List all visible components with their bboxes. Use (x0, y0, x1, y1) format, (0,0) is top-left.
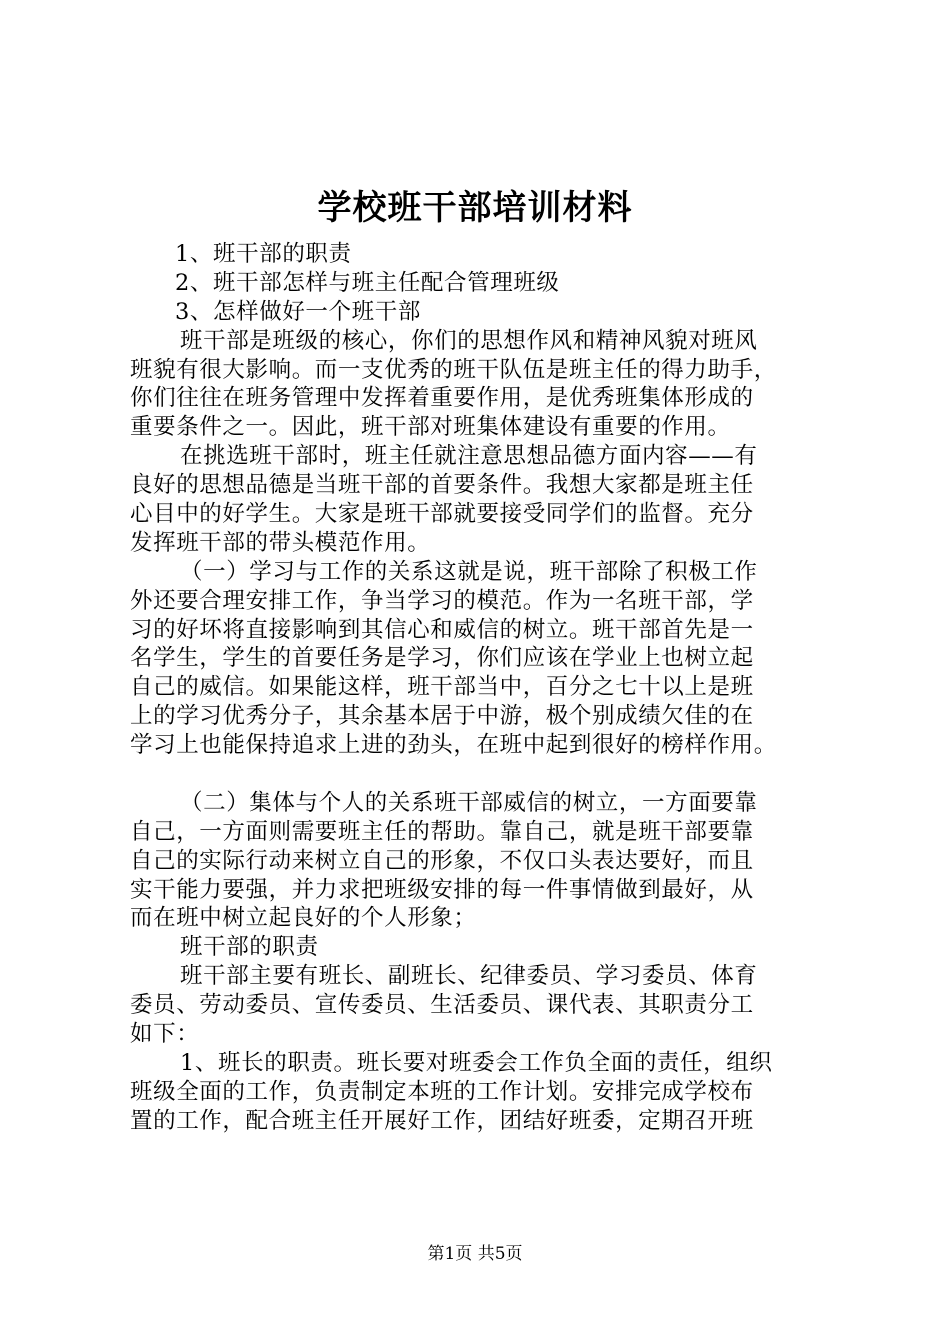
paragraph-line: 重要条件之一。因此，班干部对班集体建设有重要的作用。 (130, 414, 731, 441)
paragraph-line: 班级全面的工作，负责制定本班的工作计划。安排完成学校布 (130, 1078, 754, 1105)
paragraph-line: 班干部是班级的核心，你们的思想作风和精神风貌对班风 (180, 327, 758, 354)
paragraph-line: 自己，一方面则需要班主任的帮助。靠自己，就是班干部要靠 (130, 818, 754, 845)
paragraph-line: 自己的实际行动来树立自己的形象，不仅口头表达要好，而且 (130, 847, 754, 874)
list-item: 3、怎样做好一个班干部 (175, 298, 421, 325)
paragraph-line: （一）学习与工作的关系这就是说，班干部除了积极工作 (180, 558, 758, 585)
paragraph-line: 如下： (130, 1021, 200, 1048)
paragraph-line: 委员、劳动委员、宣传委员、生活委员、课代表、其职责分工 (130, 992, 754, 1019)
paragraph-line: 学习上也能保持追求上进的劲头，在班中起到很好的榜样作用。 (130, 732, 777, 759)
document-body (130, 240, 830, 1136)
paragraph-line: 实干能力要强，并力求把班级安排的每一件事情做到最好，从 (130, 876, 754, 903)
paragraph-line: 发挥班干部的带头模范作用。 (130, 529, 431, 556)
paragraph-line: 班干部主要有班长、副班长、纪律委员、学习委员、体育 (180, 963, 758, 990)
paragraph-line: 上的学习优秀分子，其余基本居于中游，极个别成绩欠佳的在 (130, 703, 754, 730)
paragraph-line: 自己的威信。如果能这样，班干部当中，百分之七十以上是班 (130, 674, 754, 701)
blank-line (130, 760, 830, 789)
paragraph-line: 班貌有很大影响。而一支优秀的班干队伍是班主任的得力助手， (130, 356, 777, 383)
paragraph-line: （二）集体与个人的关系班干部威信的树立，一方面要靠 (180, 789, 758, 816)
paragraph-line: 良好的思想品德是当班干部的首要条件。我想大家都是班主任 (130, 472, 754, 499)
paragraph-line: 名学生，学生的首要任务是学习，你们应该在学业上也树立起 (130, 645, 754, 672)
page-number: 第1页 共5页 (427, 1244, 523, 1264)
document-title: 学校班干部培训材料 (317, 188, 633, 228)
paragraph-line: 外还要合理安排工作，争当学习的模范。作为一名班干部，学 (130, 587, 754, 614)
paragraph-line: 在挑选班干部时，班主任就注意思想品德方面内容——有 (180, 443, 758, 470)
paragraph-line: 置的工作，配合班主任开展好工作，团结好班委，定期召开班 (130, 1107, 754, 1134)
paragraph-line: 习的好坏将直接影响到其信心和威信的树立。班干部首先是一 (130, 616, 754, 643)
section-heading: 班干部的职责 (180, 934, 319, 961)
paragraph-line: 1、班长的职责。班长要对班委会工作负全面的责任，组织 (180, 1049, 773, 1076)
list-item: 1、班干部的职责 (175, 241, 352, 267)
paragraph-line: 心目中的好学生。大家是班干部就要接受同学们的监督。充分 (130, 501, 754, 528)
paragraph-line: 你们往往在班务管理中发挥着重要作用，是优秀班集体形成的 (130, 385, 754, 412)
paragraph-line: 而在班中树立起良好的个人形象； (130, 905, 477, 932)
list-item: 2、班干部怎样与班主任配合管理班级 (175, 269, 560, 296)
